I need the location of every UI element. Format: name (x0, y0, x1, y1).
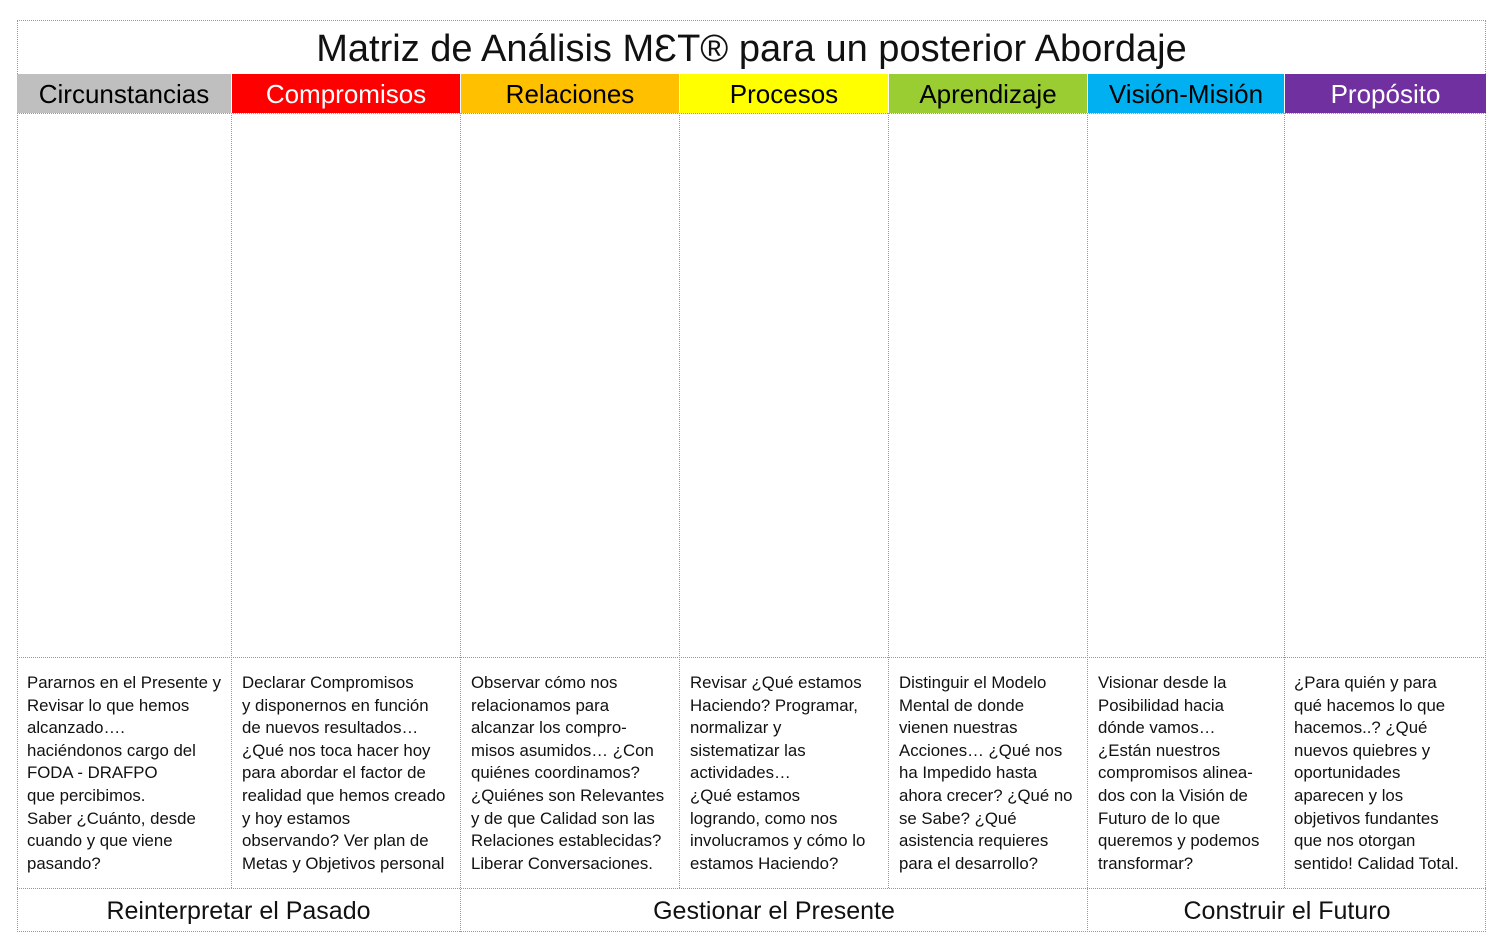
description-divider (17, 657, 1486, 658)
description-relaciones: Observar cómo nos relacionamos para alcanzar los compro- misos asumidos… ¿Con quiénes coordinamos? ¿Quiénes son Relevantes y de que Calidad son las Relaciones establecidas? Liberar Conversaciones. (471, 673, 665, 873)
footer-divider (17, 888, 1486, 889)
description-aprendizaje: Distinguir el Modelo Mental de donde vienen nuestras Acciones… ¿Qué nos ha Impedido hasta ahora crecer? ¿Qué no se Sabe? ¿Qué asistencia requieres para el desarrollo? (899, 673, 1073, 873)
header-procesos: Procesos (680, 74, 888, 113)
description-vision-mision: Visionar desde la Posibilidad hacia dónde vamos… ¿Están nuestros compromisos alinea- dos con la Visión de Futuro de lo que queremos y podemos transformar? (1098, 673, 1260, 873)
description-circunstancias: Pararnos en el Presente y Revisar lo que hemos alcanzado…. haciéndonos cargo del FODA - DRAFPO que percibimos. Saber ¿Cuánto, desde cuando y que viene pasando? (27, 673, 222, 873)
description-compromisos: Declarar Compromisos y disponernos en función de nuevos resultados… ¿Qué nos toca hacer hoy para abordar el factor de realidad que hemos creado y hoy estamos observando? Ver plan de Metas y Objetivos personal (242, 673, 446, 873)
column-divider (460, 113, 461, 932)
column-divider (888, 113, 889, 888)
column-divider (1087, 113, 1088, 932)
header-aprendizaje: Aprendizaje (889, 74, 1087, 113)
footer-presente: Gestionar el Presente (653, 897, 895, 925)
column-divider (1284, 113, 1285, 888)
footer-pasado: Reinterpretar el Pasado (106, 897, 371, 925)
header-relaciones: Relaciones (461, 74, 679, 113)
header-circunstancias: Circunstancias (17, 74, 231, 113)
header-compromisos: Compromisos (232, 74, 460, 113)
description-procesos: Revisar ¿Qué estamos Haciendo? Programar, normalizar y sistematizar las actividades… ¿Qué estamos logrando, como nos involucramos y cómo lo estamos Haciendo? (690, 673, 866, 873)
column-divider (679, 113, 680, 888)
header-proposito: Propósito (1285, 74, 1486, 113)
column-divider (231, 113, 232, 888)
header-vision-mision: Visión-Misión (1088, 74, 1284, 113)
description-proposito: ¿Para quién y para qué hacemos lo que hacemos..? ¿Qué nuevos quiebres y oportunidades aparecen y los objetivos fundantes que nos otorgan sentido! Calidad Total. (1294, 673, 1459, 873)
footer-futuro: Construir el Futuro (1183, 897, 1391, 925)
header-divider (17, 113, 1486, 114)
page-title: Matriz de Análisis MƐT® para un posterior Abordaje (316, 28, 1187, 70)
